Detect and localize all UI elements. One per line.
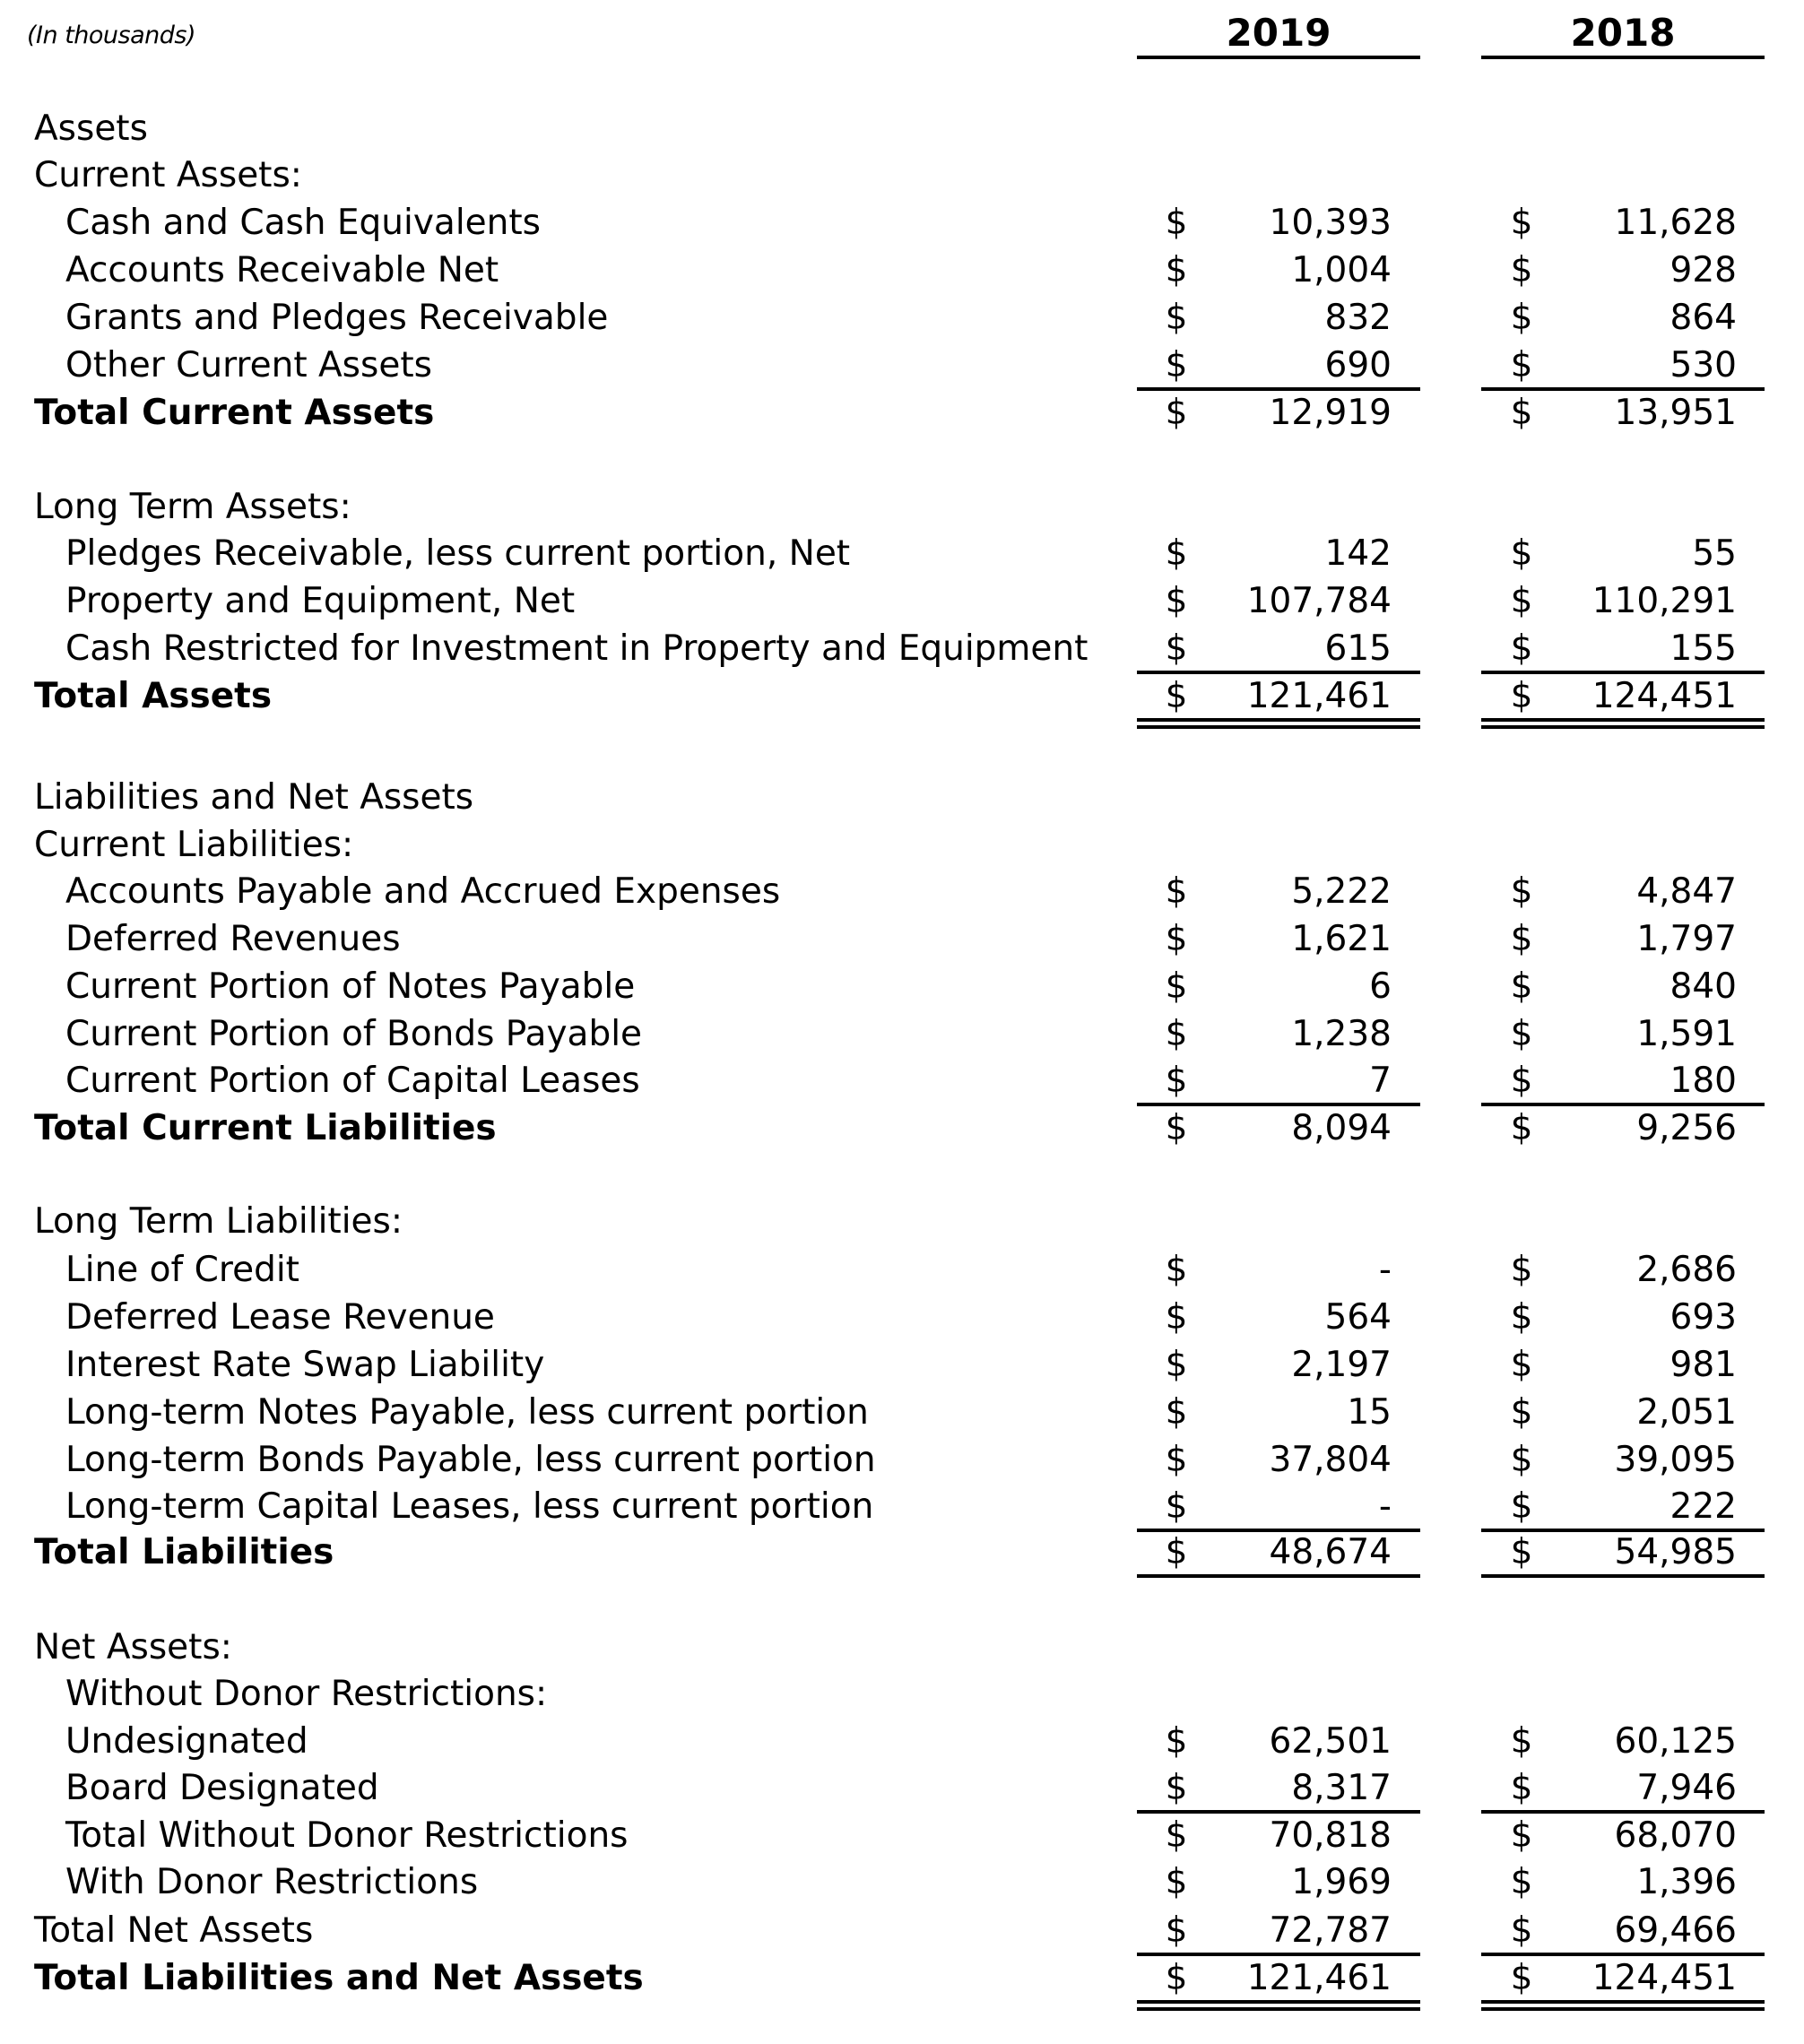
- currency-symbol: $: [1510, 1815, 1533, 1856]
- currency-symbol: $: [1510, 871, 1533, 912]
- table-row: [0, 1199, 1804, 1245]
- currency-symbol: $: [1165, 1862, 1188, 1902]
- currency-symbol: $: [1510, 1250, 1533, 1290]
- currency-symbol: $: [1510, 250, 1533, 290]
- table-row: [0, 1955, 1804, 2002]
- value-2019: 1,238: [1291, 1014, 1392, 1054]
- value-2019: 690: [1324, 345, 1392, 385]
- underline: [1481, 1574, 1765, 1578]
- currency-symbol: $: [1510, 1958, 1533, 1998]
- table-row: [0, 775, 1804, 821]
- double-underline: [1481, 718, 1765, 722]
- table-row: [0, 1011, 1804, 1058]
- currency-symbol: $: [1165, 1815, 1188, 1856]
- currency-symbol: $: [1510, 1862, 1533, 1902]
- value-2019: 8,317: [1291, 1768, 1392, 1808]
- currency-symbol: $: [1165, 966, 1188, 1007]
- value-2019: 37,804: [1269, 1440, 1392, 1480]
- currency-symbol: $: [1510, 1108, 1533, 1148]
- currency-symbol: $: [1510, 1768, 1533, 1808]
- value-2018: 222: [1670, 1486, 1737, 1527]
- currency-symbol: $: [1510, 203, 1533, 243]
- currency-symbol: $: [1165, 1958, 1188, 1998]
- currency-symbol: $: [1165, 1721, 1188, 1762]
- table-row: [0, 295, 1804, 342]
- row-label: Net Assets:: [34, 1627, 232, 1667]
- value-2018: 69,466: [1614, 1910, 1737, 1951]
- currency-symbol: $: [1165, 298, 1188, 338]
- value-2019: 15: [1347, 1392, 1392, 1433]
- row-label: Accounts Payable and Accrued Expenses: [65, 871, 781, 912]
- double-underline: [1137, 2000, 1420, 2004]
- row-label: Current Liabilities:: [34, 825, 354, 865]
- currency-symbol: $: [1510, 966, 1533, 1007]
- value-2019: 564: [1324, 1297, 1392, 1338]
- currency-symbol: $: [1510, 1392, 1533, 1433]
- currency-symbol: $: [1510, 1721, 1533, 1762]
- value-2018: 9,256: [1636, 1108, 1737, 1148]
- currency-symbol: $: [1510, 345, 1533, 385]
- units-note: (In thousands): [27, 22, 195, 49]
- table-row: [0, 1105, 1804, 1152]
- currency-symbol: $: [1165, 203, 1188, 243]
- currency-symbol: $: [1510, 676, 1533, 716]
- currency-symbol: $: [1510, 1910, 1533, 1951]
- value-2019: 107,784: [1246, 581, 1392, 621]
- row-label: Long-term Capital Leases, less current portion: [65, 1486, 874, 1527]
- currency-symbol: $: [1510, 1345, 1533, 1385]
- table-row: [0, 1058, 1804, 1104]
- currency-symbol: $: [1165, 1768, 1188, 1808]
- table-row: [0, 390, 1804, 437]
- value-2018: 180: [1670, 1061, 1737, 1101]
- table-row: [0, 869, 1804, 915]
- row-label: Accounts Receivable Net: [65, 250, 499, 290]
- value-2018: 7,946: [1636, 1768, 1737, 1808]
- double-underline: [1481, 725, 1765, 729]
- currency-symbol: $: [1510, 533, 1533, 574]
- value-2018: 1,591: [1636, 1014, 1737, 1054]
- table-row: [0, 152, 1804, 199]
- column-header-2019: 2019: [1226, 11, 1331, 55]
- table-row: [0, 1859, 1804, 1906]
- row-label: Cash and Cash Equivalents: [65, 203, 541, 243]
- row-label: Total Liabilities and Net Assets: [34, 1958, 644, 1998]
- table-row: [0, 1295, 1804, 1341]
- double-underline: [1137, 718, 1420, 722]
- currency-symbol: $: [1510, 628, 1533, 669]
- table-row: [0, 1437, 1804, 1484]
- currency-symbol: $: [1165, 1532, 1188, 1572]
- value-2019: 48,674: [1269, 1532, 1392, 1572]
- currency-symbol: $: [1510, 1440, 1533, 1480]
- table-row: [0, 1908, 1804, 1954]
- table-row: [0, 106, 1804, 152]
- table-row: [0, 822, 1804, 869]
- table-row: [0, 1671, 1804, 1718]
- value-2019: 1,621: [1291, 919, 1392, 959]
- table-row: [0, 1765, 1804, 1812]
- row-label: Long Term Liabilities:: [34, 1201, 403, 1242]
- currency-symbol: $: [1165, 871, 1188, 912]
- value-2019: 142: [1324, 533, 1392, 574]
- row-label: Current Portion of Capital Leases: [65, 1061, 640, 1101]
- value-2019: 832: [1324, 298, 1392, 338]
- row-label: Other Current Assets: [65, 345, 432, 385]
- value-2018: 39,095: [1614, 1440, 1737, 1480]
- table-row: [0, 964, 1804, 1010]
- row-label: Total Liabilities: [34, 1532, 334, 1572]
- value-2018: 981: [1670, 1345, 1737, 1385]
- value-2019: -: [1378, 1250, 1392, 1290]
- currency-symbol: $: [1165, 1297, 1188, 1338]
- value-2018: 155: [1670, 628, 1737, 669]
- table-row: [0, 1247, 1804, 1294]
- table-row: [0, 1529, 1804, 1576]
- currency-symbol: $: [1510, 1297, 1533, 1338]
- value-2018: 2,686: [1636, 1250, 1737, 1290]
- currency-symbol: $: [1510, 1061, 1533, 1101]
- value-2018: 1,396: [1636, 1862, 1737, 1902]
- table-row: [0, 673, 1804, 720]
- table-row: [0, 578, 1804, 625]
- currency-symbol: $: [1510, 581, 1533, 621]
- currency-symbol: $: [1165, 581, 1188, 621]
- value-2018: 1,797: [1636, 919, 1737, 959]
- currency-symbol: $: [1165, 393, 1188, 433]
- row-label: Current Portion of Notes Payable: [65, 966, 636, 1007]
- table-row: [0, 626, 1804, 672]
- currency-symbol: $: [1165, 676, 1188, 716]
- row-label: Liabilities and Net Assets: [34, 777, 474, 818]
- double-underline: [1137, 2007, 1420, 2011]
- value-2018: 4,847: [1636, 871, 1737, 912]
- header-underline-2018: [1481, 56, 1765, 59]
- currency-symbol: $: [1510, 298, 1533, 338]
- table-row: [0, 342, 1804, 389]
- currency-symbol: $: [1165, 628, 1188, 669]
- currency-symbol: $: [1165, 919, 1188, 959]
- row-label: Without Donor Restrictions:: [65, 1674, 548, 1714]
- column-header-2018: 2018: [1570, 11, 1676, 55]
- table-row: [0, 1342, 1804, 1389]
- currency-symbol: $: [1165, 1250, 1188, 1290]
- row-label: Total Net Assets: [34, 1910, 314, 1951]
- row-label: Assets: [34, 108, 148, 149]
- value-2018: 124,451: [1592, 1958, 1737, 1998]
- double-underline: [1481, 2007, 1765, 2011]
- value-2019: 121,461: [1246, 676, 1392, 716]
- currency-symbol: $: [1165, 345, 1188, 385]
- row-label: Undesignated: [65, 1721, 308, 1762]
- value-2018: 11,628: [1614, 203, 1737, 243]
- row-label: Property and Equipment, Net: [65, 581, 576, 621]
- row-label: Current Portion of Bonds Payable: [65, 1014, 643, 1054]
- row-label: Deferred Revenues: [65, 919, 401, 959]
- row-label: Pledges Receivable, less current portion, Net: [65, 533, 851, 574]
- value-2018: 693: [1670, 1297, 1737, 1338]
- table-row: [0, 200, 1804, 247]
- value-2018: 124,451: [1592, 676, 1737, 716]
- currency-symbol: $: [1165, 1440, 1188, 1480]
- row-label: Long Term Assets:: [34, 487, 351, 527]
- value-2019: 121,461: [1246, 1958, 1392, 1998]
- value-2018: 864: [1670, 298, 1737, 338]
- currency-symbol: $: [1165, 1345, 1188, 1385]
- double-underline: [1137, 725, 1420, 729]
- row-label: Total Without Donor Restrictions: [65, 1815, 629, 1856]
- currency-symbol: $: [1165, 1061, 1188, 1101]
- row-label: Cash Restricted for Investment in Property and Equipment: [65, 628, 1088, 669]
- value-2018: 54,985: [1614, 1532, 1737, 1572]
- table-row: [0, 1390, 1804, 1436]
- value-2018: 60,125: [1614, 1721, 1737, 1762]
- table-row: [0, 1484, 1804, 1530]
- value-2019: 615: [1324, 628, 1392, 669]
- value-2019: -: [1378, 1486, 1392, 1527]
- row-label: Total Current Liabilities: [34, 1108, 497, 1148]
- value-2019: 6: [1369, 966, 1392, 1007]
- table-row: [0, 1813, 1804, 1859]
- value-2018: 110,291: [1592, 581, 1737, 621]
- value-2019: 1,969: [1291, 1862, 1392, 1902]
- value-2018: 2,051: [1636, 1392, 1737, 1433]
- row-label: Deferred Lease Revenue: [65, 1297, 495, 1338]
- value-2019: 1,004: [1291, 250, 1392, 290]
- value-2019: 7: [1369, 1061, 1392, 1101]
- row-label: Total Current Assets: [34, 393, 435, 433]
- currency-symbol: $: [1165, 1108, 1188, 1148]
- table-row: [0, 247, 1804, 294]
- value-2019: 70,818: [1269, 1815, 1392, 1856]
- row-label: With Donor Restrictions: [65, 1862, 479, 1902]
- value-2019: 10,393: [1269, 203, 1392, 243]
- row-label: Line of Credit: [65, 1250, 299, 1290]
- currency-symbol: $: [1510, 1014, 1533, 1054]
- row-label: Board Designated: [65, 1768, 379, 1808]
- currency-symbol: $: [1165, 533, 1188, 574]
- header-underline-2019: [1137, 56, 1420, 59]
- double-underline: [1481, 2000, 1765, 2004]
- currency-symbol: $: [1510, 919, 1533, 959]
- row-label: Current Assets:: [34, 155, 302, 195]
- table-row: [0, 916, 1804, 963]
- currency-symbol: $: [1165, 1910, 1188, 1951]
- table-row: [0, 1624, 1804, 1671]
- table-row: [0, 1719, 1804, 1765]
- table-row: [0, 484, 1804, 531]
- value-2019: 12,919: [1269, 393, 1392, 433]
- row-label: Long-term Bonds Payable, less current portion: [65, 1440, 876, 1480]
- value-2018: 68,070: [1614, 1815, 1737, 1856]
- value-2019: 62,501: [1269, 1721, 1392, 1762]
- underline: [1137, 1574, 1420, 1578]
- value-2019: 72,787: [1269, 1910, 1392, 1951]
- value-2018: 530: [1670, 345, 1737, 385]
- currency-symbol: $: [1165, 1014, 1188, 1054]
- value-2018: 928: [1670, 250, 1737, 290]
- value-2019: 5,222: [1291, 871, 1392, 912]
- currency-symbol: $: [1165, 1392, 1188, 1433]
- row-label: Long-term Notes Payable, less current portion: [65, 1392, 869, 1433]
- currency-symbol: $: [1165, 1486, 1188, 1527]
- currency-symbol: $: [1165, 250, 1188, 290]
- currency-symbol: $: [1510, 393, 1533, 433]
- currency-symbol: $: [1510, 1532, 1533, 1572]
- value-2018: 55: [1692, 533, 1737, 574]
- currency-symbol: $: [1510, 1486, 1533, 1527]
- row-label: Grants and Pledges Receivable: [65, 298, 609, 338]
- value-2018: 840: [1670, 966, 1737, 1007]
- value-2019: 2,197: [1291, 1345, 1392, 1385]
- value-2018: 13,951: [1614, 393, 1737, 433]
- row-label: Total Assets: [34, 676, 273, 716]
- value-2019: 8,094: [1291, 1108, 1392, 1148]
- table-row: [0, 531, 1804, 577]
- row-label: Interest Rate Swap Liability: [65, 1345, 545, 1385]
